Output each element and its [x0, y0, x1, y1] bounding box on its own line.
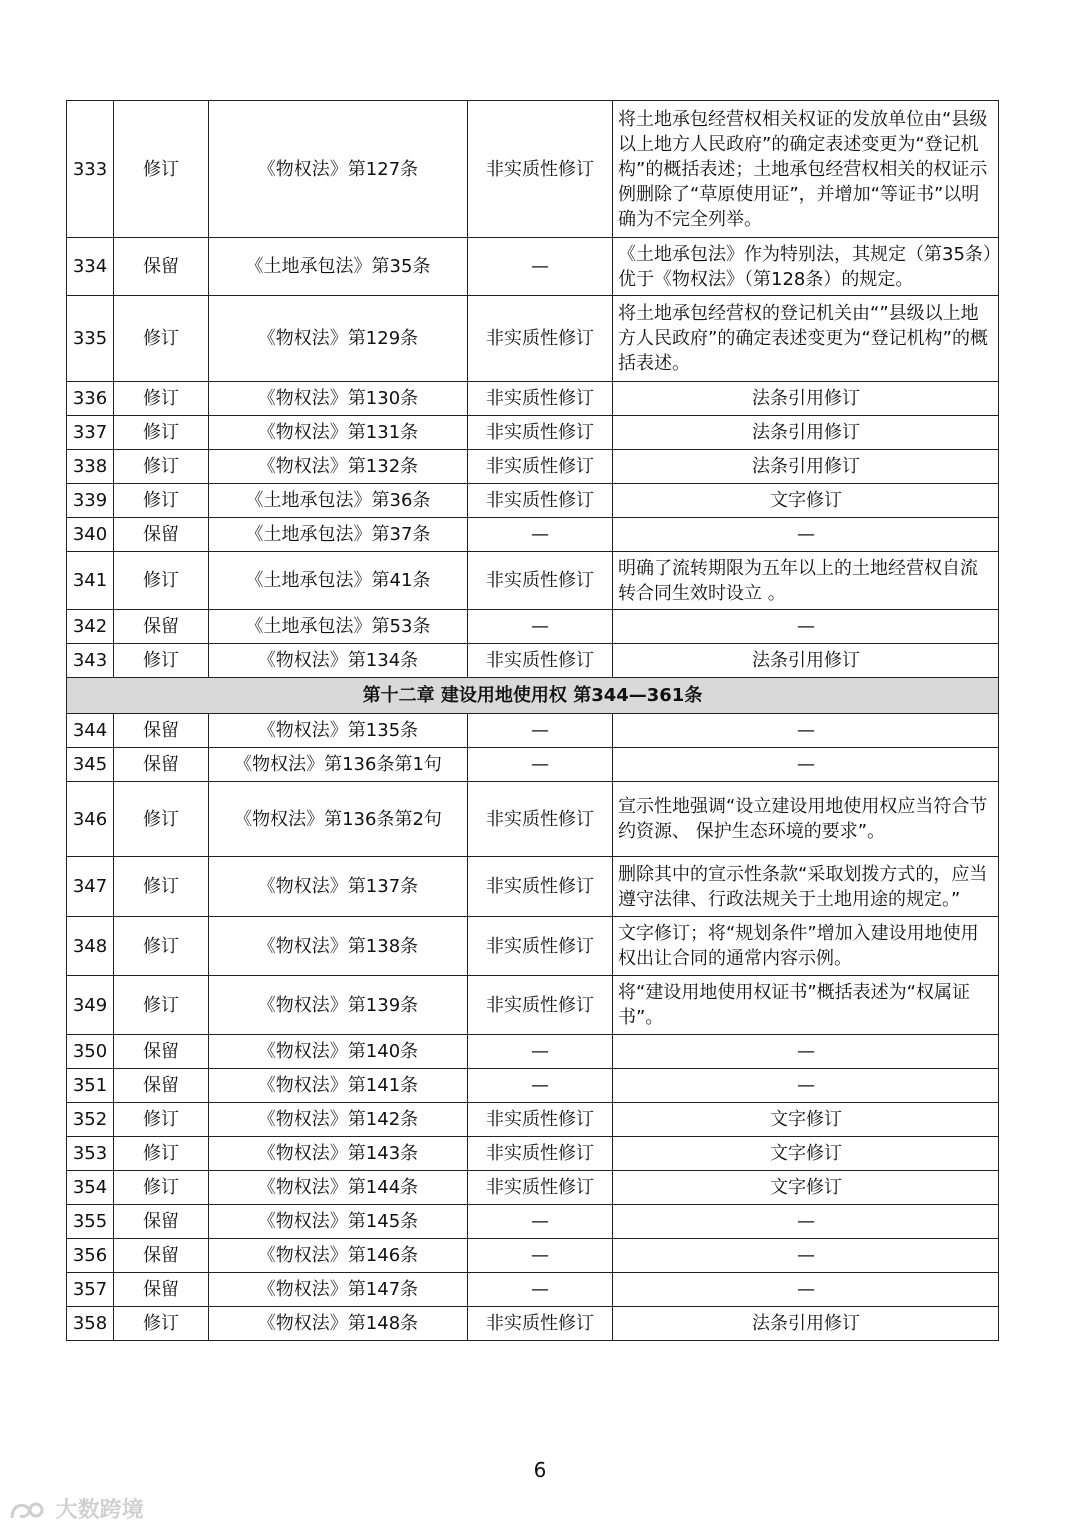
cell-action: 修订 [114, 101, 209, 238]
cell-note: — [613, 1239, 999, 1273]
cell-revision-nature: — [468, 1239, 613, 1273]
cell-note: 删除其中的宣示性条款“采取划拨方式的，应当遵守法律、行政法规关于土地用途的规定。” [613, 857, 999, 917]
cell-source-article: 《土地承包法》第35条 [209, 238, 468, 296]
cell-note: 文字修订 [613, 1103, 999, 1137]
cell-action: 修订 [114, 484, 209, 518]
cell-action: 修订 [114, 644, 209, 678]
cell-revision-nature: — [468, 610, 613, 644]
table-row [67, 610, 999, 644]
cell-action: 修订 [114, 416, 209, 450]
legal-comparison-table [66, 100, 999, 1341]
cell-revision-nature: 非实质性修订 [468, 296, 613, 382]
cell-article-number: 350 [67, 1035, 114, 1069]
cell-action: 保留 [114, 1273, 209, 1307]
cell-note: 法条引用修订 [613, 1307, 999, 1341]
cell-article-number: 337 [67, 416, 114, 450]
cell-action: 修订 [114, 296, 209, 382]
cell-source-article: 《物权法》第138条 [209, 917, 468, 976]
cell-article-number: 358 [67, 1307, 114, 1341]
cell-source-article: 《物权法》第134条 [209, 644, 468, 678]
cell-revision-nature: — [468, 748, 613, 782]
cell-article-number: 344 [67, 714, 114, 748]
cell-revision-nature: — [468, 1205, 613, 1239]
table-row [67, 782, 999, 857]
cell-article-number: 338 [67, 450, 114, 484]
cell-article-number: 343 [67, 644, 114, 678]
cell-note: 法条引用修订 [613, 416, 999, 450]
cell-note: 将土地承包经营权相关权证的发放单位由“县级以上地方人民政府”的确定表述变更为“登记机构”的概括表述；土地承包经营权相关的权证示例删除了“草原使用证”，并增加“等证书”以明确为不完全列举。 [613, 101, 999, 238]
cell-note: — [613, 1069, 999, 1103]
cell-source-article: 《物权法》第129条 [209, 296, 468, 382]
cell-note: 将“建设用地使用权证书”概括表述为“权属证书”。 [613, 976, 999, 1035]
cell-action: 修订 [114, 857, 209, 917]
cell-note: 法条引用修订 [613, 644, 999, 678]
table-row [67, 382, 999, 416]
cell-article-number: 351 [67, 1069, 114, 1103]
cell-source-article: 《物权法》第132条 [209, 450, 468, 484]
cell-source-article: 《物权法》第127条 [209, 101, 468, 238]
cell-revision-nature: 非实质性修订 [468, 857, 613, 917]
cell-action: 保留 [114, 1035, 209, 1069]
cell-revision-nature: 非实质性修订 [468, 552, 613, 610]
table-row [67, 416, 999, 450]
table-row [67, 518, 999, 552]
cell-revision-nature: — [468, 1035, 613, 1069]
cell-note: — [613, 714, 999, 748]
cell-note: 文字修订 [613, 1137, 999, 1171]
cell-revision-nature: 非实质性修订 [468, 1307, 613, 1341]
table-row [67, 1239, 999, 1273]
cell-source-article: 《物权法》第140条 [209, 1035, 468, 1069]
cell-source-article: 《土地承包法》第37条 [209, 518, 468, 552]
table-row [67, 1307, 999, 1341]
cell-note: — [613, 748, 999, 782]
cell-action: 修订 [114, 382, 209, 416]
cell-note: 《土地承包法》作为特别法，其规定（第35条）优于《物权法》（第128条）的规定。 [613, 238, 999, 296]
cell-revision-nature: 非实质性修订 [468, 644, 613, 678]
table-row [67, 101, 999, 238]
cell-revision-nature: 非实质性修订 [468, 382, 613, 416]
cell-article-number: 346 [67, 782, 114, 857]
cell-note: 文字修订；将“规划条件”增加入建设用地使用权出让合同的通常内容示例。 [613, 917, 999, 976]
table-row [67, 1171, 999, 1205]
cell-source-article: 《土地承包法》第36条 [209, 484, 468, 518]
cell-note: — [613, 518, 999, 552]
cell-article-number: 342 [67, 610, 114, 644]
cell-action: 修订 [114, 1103, 209, 1137]
table-row [67, 1103, 999, 1137]
cell-source-article: 《物权法》第144条 [209, 1171, 468, 1205]
cell-revision-nature: 非实质性修订 [468, 976, 613, 1035]
table-row [67, 976, 999, 1035]
cell-article-number: 352 [67, 1103, 114, 1137]
cell-note: 法条引用修订 [613, 382, 999, 416]
watermark-logo-icon [8, 1498, 48, 1524]
cell-action: 保留 [114, 1239, 209, 1273]
cell-article-number: 333 [67, 101, 114, 238]
table-row [67, 857, 999, 917]
cell-revision-nature: 非实质性修订 [468, 416, 613, 450]
table-row [67, 552, 999, 610]
cell-article-number: 335 [67, 296, 114, 382]
cell-source-article: 《物权法》第136条第1句 [209, 748, 468, 782]
watermark-text: 大数跨境 [55, 1498, 144, 1523]
cell-source-article: 《土地承包法》第53条 [209, 610, 468, 644]
cell-source-article: 《物权法》第142条 [209, 1103, 468, 1137]
cell-source-article: 《物权法》第130条 [209, 382, 468, 416]
table-row [67, 450, 999, 484]
cell-note: 文字修订 [613, 484, 999, 518]
cell-note: — [613, 1035, 999, 1069]
cell-article-number: 347 [67, 857, 114, 917]
cell-note: 法条引用修订 [613, 450, 999, 484]
section-header-row [67, 678, 999, 714]
cell-revision-nature: 非实质性修订 [468, 1103, 613, 1137]
cell-revision-nature: — [468, 518, 613, 552]
cell-source-article: 《物权法》第147条 [209, 1273, 468, 1307]
table-row [67, 1205, 999, 1239]
cell-source-article: 《物权法》第143条 [209, 1137, 468, 1171]
table-row [67, 1137, 999, 1171]
cell-article-number: 345 [67, 748, 114, 782]
table-row [67, 748, 999, 782]
cell-note: — [613, 610, 999, 644]
cell-action: 修订 [114, 552, 209, 610]
cell-action: 保留 [114, 748, 209, 782]
table-body [67, 101, 999, 1341]
cell-revision-nature: — [468, 1069, 613, 1103]
table-row [67, 484, 999, 518]
table-row [67, 917, 999, 976]
cell-note: — [613, 1205, 999, 1239]
cell-article-number: 356 [67, 1239, 114, 1273]
cell-article-number: 339 [67, 484, 114, 518]
cell-action: 修订 [114, 1171, 209, 1205]
cell-action: 修订 [114, 976, 209, 1035]
cell-revision-nature: 非实质性修订 [468, 917, 613, 976]
cell-source-article: 《物权法》第148条 [209, 1307, 468, 1341]
cell-revision-nature: — [468, 238, 613, 296]
cell-article-number: 355 [67, 1205, 114, 1239]
cell-action: 保留 [114, 238, 209, 296]
cell-action: 修订 [114, 1307, 209, 1341]
cell-source-article: 《物权法》第137条 [209, 857, 468, 917]
cell-action: 修订 [114, 917, 209, 976]
table-row [67, 1273, 999, 1307]
cell-source-article: 《物权法》第139条 [209, 976, 468, 1035]
cell-action: 保留 [114, 518, 209, 552]
cell-revision-nature: 非实质性修订 [468, 484, 613, 518]
cell-revision-nature: 非实质性修订 [468, 1171, 613, 1205]
cell-action: 保留 [114, 1069, 209, 1103]
watermark [8, 1493, 144, 1524]
table-row [67, 644, 999, 678]
table-row [67, 714, 999, 748]
section-title: 第十二章 建设用地使用权 第344—361条 [67, 678, 999, 714]
cell-source-article: 《物权法》第135条 [209, 714, 468, 748]
table-row [67, 1035, 999, 1069]
cell-action: 保留 [114, 610, 209, 644]
cell-source-article: 《物权法》第146条 [209, 1239, 468, 1273]
cell-source-article: 《物权法》第141条 [209, 1069, 468, 1103]
cell-revision-nature: 非实质性修订 [468, 450, 613, 484]
cell-article-number: 340 [67, 518, 114, 552]
table-row [67, 1069, 999, 1103]
cell-note: — [613, 1273, 999, 1307]
cell-note: 宣示性地强调“设立建设用地使用权应当符合节约资源、 保护生态环境的要求”。 [613, 782, 999, 857]
cell-note: 将土地承包经营权的登记机关由“”县级以上地方人民政府”的确定表述变更为“登记机构”的概括表述。 [613, 296, 999, 382]
cell-revision-nature: 非实质性修订 [468, 1137, 613, 1171]
cell-action: 修订 [114, 782, 209, 857]
cell-article-number: 334 [67, 238, 114, 296]
cell-source-article: 《物权法》第136条第2句 [209, 782, 468, 857]
table-row [67, 296, 999, 382]
cell-action: 保留 [114, 714, 209, 748]
cell-source-article: 《土地承包法》第41条 [209, 552, 468, 610]
cell-article-number: 354 [67, 1171, 114, 1205]
cell-article-number: 348 [67, 917, 114, 976]
cell-article-number: 357 [67, 1273, 114, 1307]
cell-article-number: 341 [67, 552, 114, 610]
cell-article-number: 336 [67, 382, 114, 416]
cell-action: 修订 [114, 450, 209, 484]
table-row [67, 238, 999, 296]
cell-article-number: 349 [67, 976, 114, 1035]
cell-note: 文字修订 [613, 1171, 999, 1205]
cell-source-article: 《物权法》第145条 [209, 1205, 468, 1239]
cell-article-number: 353 [67, 1137, 114, 1171]
cell-revision-nature: — [468, 1273, 613, 1307]
cell-revision-nature: 非实质性修订 [468, 101, 613, 238]
page-number: 6 [533, 1458, 547, 1482]
cell-revision-nature: 非实质性修订 [468, 782, 613, 857]
cell-action: 保留 [114, 1205, 209, 1239]
cell-note: 明确了流转期限为五年以上的土地经营权自流转合同生效时设立 。 [613, 552, 999, 610]
cell-source-article: 《物权法》第131条 [209, 416, 468, 450]
cell-action: 修订 [114, 1137, 209, 1171]
cell-revision-nature: — [468, 714, 613, 748]
